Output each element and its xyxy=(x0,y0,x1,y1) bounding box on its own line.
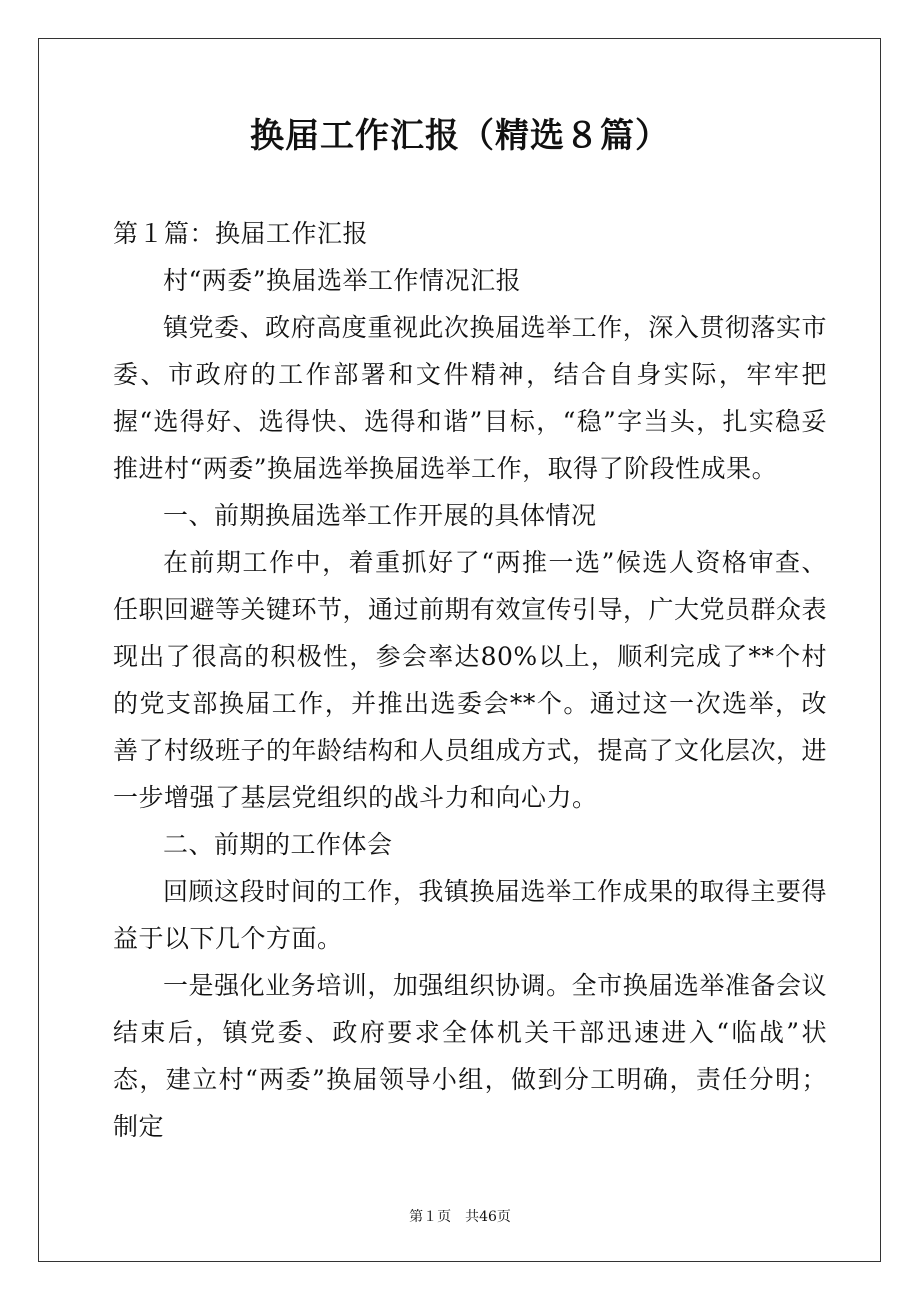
section-heading-2: 二、前期的工作体会 xyxy=(163,830,393,859)
body-paragraph: 回顾这段时间的工作，我镇换届选举工作成果的取得主要得益于以下几个方面。 xyxy=(113,877,827,953)
body-paragraph: 一是强化业务培训，加强组织协调。全市换届选举准备会议结束后，镇党委、政府要求全体机关干部迅速进入“临战”状态，建立村“两委”换届领导小组，做到分工明确，责任分明；制定 xyxy=(113,971,827,1141)
body-paragraph: 在前期工作中，着重抓好了“两推一选”候选人资格审查、任职回避等关键环节，通过前期有效宣传引导，广大党员群众表现出了很高的积极性，参会率达80%以上，顺利完成了**个村的党支部换届工作，并推出选委会**个。通过这一次选举，改善了村级班子的年龄结构和人员组成方式，提高了文化层次，进一步增强了基层党组织的战斗力和向心力。 xyxy=(113,548,828,812)
body-paragraph: 镇党委、政府高度重视此次换届选举工作，深入贯彻落实市委、市政府的工作部署和文件精神，结合自身实际，牢牢把握“选得好、选得快、选得和谐”目标，“稳”字当头，扎实稳妥推进村“两委”换届选举换届选举工作，取得了阶段性成果。 xyxy=(113,313,827,483)
document-title: 换届工作汇报（精选８篇） xyxy=(250,116,670,156)
page-footer: 第１页 共46页 xyxy=(409,1209,511,1225)
report-subtitle: 村“两委”换届选举工作情况汇报 xyxy=(163,266,522,295)
section-label: 第１篇：换届工作汇报 xyxy=(113,219,369,248)
document-body xyxy=(113,210,827,1150)
section-heading-1: 一、前期换届选举工作开展的具体情况 xyxy=(163,501,597,530)
